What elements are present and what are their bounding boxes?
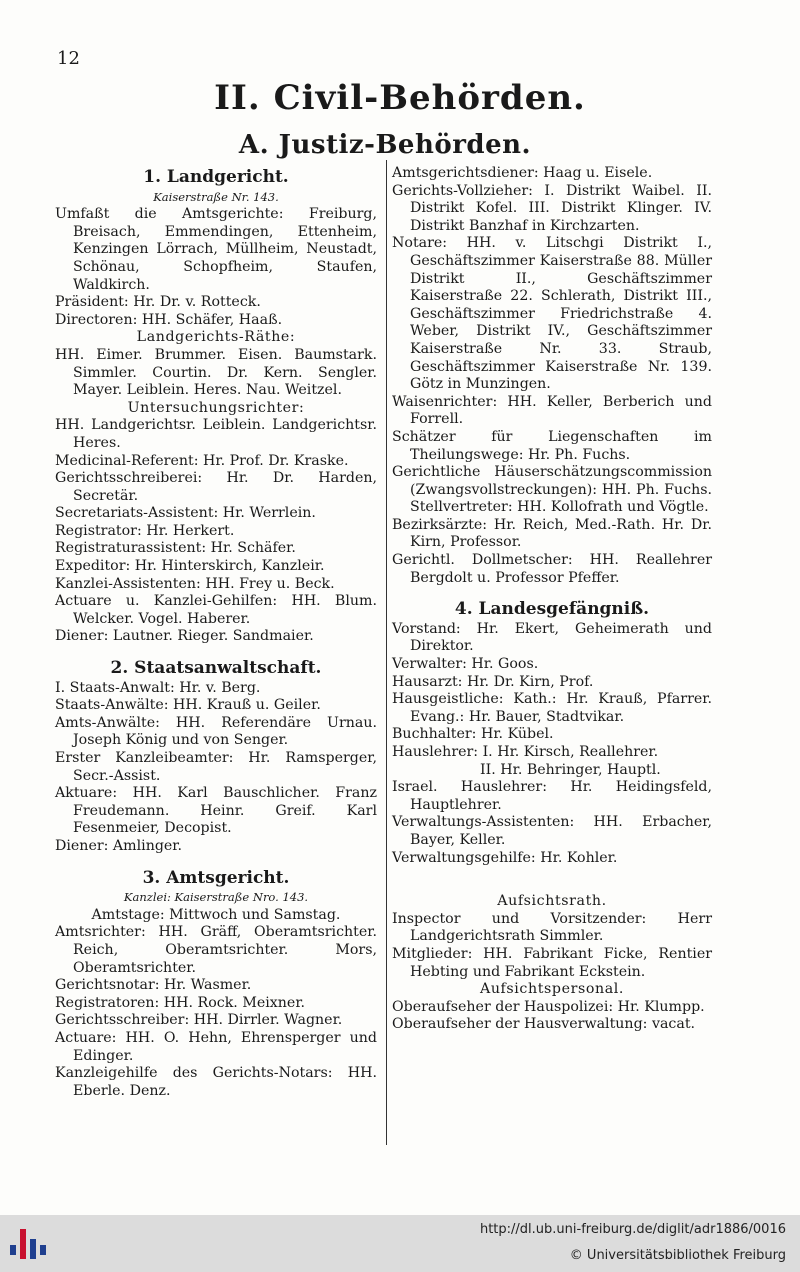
text-line: Amtsrichter: HH. Gräff, Oberamtsrichter. Reich, Oberamtsrichter. Mors, Oberamtsrichter. <box>55 924 377 976</box>
text-line: Verwaltungsgehilfe: Hr. Kohler. <box>392 849 618 866</box>
text-line: Gerichtsschreiber: HH. Dirrler. Wagner. <box>55 1012 343 1029</box>
subheading-aufsichtspersonal: Aufsichtspersonal. <box>479 981 625 998</box>
text-line: Secretariats-Assistent: Hr. Werrlein. <box>55 505 316 522</box>
text-line: I. Staats-Anwalt: Hr. v. Berg. <box>55 679 261 696</box>
right-column <box>392 165 712 1034</box>
text-line: Staats-Anwälte: HH. Krauß u. Geiler. <box>55 697 321 714</box>
page-title: II. Civil-Behörden. <box>214 78 586 118</box>
text-line: Registratoren: HH. Rock. Meixner. <box>55 994 306 1011</box>
text-line: Buchhalter: Hr. Kübel. <box>392 726 554 743</box>
text-line: Umfaßt die Amtsgerichte: Freiburg, Breisach, Emmendingen, Ettenheim, Kenzingen Lörrach, Müllheim, Neustadt, Schönau, Schopfheim, Staufen, Waldkirch. <box>55 206 377 293</box>
text-line: Diener: Lautner. Rieger. Sandmaier. <box>55 628 314 645</box>
text-line: II. Hr. Behringer, Hauptl. <box>480 761 661 778</box>
column-divider <box>386 160 387 1145</box>
text-line: Inspector und Vorsitzender: Herr Landgerichtsrath Simmler. <box>392 910 712 945</box>
heading-landesgefaengnis: 4. Landesgefängniß. <box>454 599 650 620</box>
text-line: Gerichts-Vollzieher: I. Distrikt Waibel. II. Distrikt Kofel. III. Distrikt Klinger. IV. Distrikt Banzhaf in Kirchzarten. <box>392 182 712 234</box>
heading-landgericht: 1. Landgericht. <box>143 167 289 187</box>
heading-staatsanwaltschaft: 2. Staatsanwaltschaft. <box>110 658 322 679</box>
subheading-aufsichtsrath: Aufsichtsrath. <box>497 893 607 910</box>
text-line: Schätzer für Liegenschaften im Theilungswege: Hr. Ph. Fuchs. <box>392 428 712 463</box>
subheading-untersuchung: Untersuchungsrichter: <box>127 399 305 416</box>
address-amtsgericht: Kanzlei: Kaiserstraße Nro. 143. <box>123 890 309 905</box>
text-line: Gerichtliche Häuserschätzungscommission (Zwangsvollstreckungen): HH. Ph. Fuchs. Stellvertreter: HH. Kollofrath und Vögtle. <box>392 464 712 516</box>
text-line: Erster Kanzleibeamter: Hr. Ramsperger, Secr.-Assist. <box>55 750 377 784</box>
text-line: Mitglieder: HH. Fabrikant Ficke, Rentier Hebting und Fabrikant Eckstein. <box>392 945 712 980</box>
text-line: Medicinal-Referent: Hr. Prof. Dr. Kraske. <box>55 452 349 469</box>
footer-bar <box>0 1215 800 1272</box>
text-line: Verwaltungs-Assistenten: HH. Erbacher, Bayer, Keller. <box>392 814 712 848</box>
text-line: Registrator: Hr. Herkert. <box>55 522 235 539</box>
text-line: Kanzlei-Assistenten: HH. Frey u. Beck. <box>55 575 335 592</box>
text-line: Hausgeistliche: Kath.: Hr. Krauß, Pfarrer. Evang.: Hr. Bauer, Stadtvikar. <box>392 691 712 725</box>
text-line: Gerichtsnotar: Hr. Wasmer. <box>55 977 252 994</box>
text-line: Amts-Anwälte: HH. Referendäre Urnau. Joseph König und von Senger. <box>55 714 377 749</box>
text-line: HH. Eimer. Brummer. Eisen. Baumstark. Simmler. Courtin. Dr. Kern. Sengler. Mayer. Leiblein. Heres. Nau. Weitzel. <box>55 346 377 399</box>
text-line: HH. Landgerichtsr. Leiblein. Landgerichtsr. Heres. <box>55 417 377 451</box>
section-title: A. Justiz-Behörden. <box>238 130 532 160</box>
text-line: Oberaufseher der Hauspolizei: Hr. Klumpp. <box>392 998 705 1015</box>
text-line: Actuare u. Kanzlei-Gehilfen: HH. Blum. Welcker. Vogel. Haberer. <box>55 593 377 627</box>
address-landgericht: Kaiserstraße Nr. 143. <box>153 189 279 204</box>
text-line: Verwalter: Hr. Goos. <box>392 656 539 673</box>
footer-copyright: © Universitätsbibliothek Freiburg <box>569 1248 786 1263</box>
amtstage: Amtstage: Mittwoch und Samstag. <box>91 906 341 923</box>
library-logo-icon[interactable] <box>8 1225 52 1265</box>
text-line: Gerichtsschreiberei: Hr. Dr. Harden, Secretär. <box>55 470 377 504</box>
left-column <box>55 165 377 1100</box>
text-line: Vorstand: Hr. Ekert, Geheimerath und Direktor. <box>392 620 712 655</box>
text-line: Israel. Hauslehrer: Hr. Heidingsfeld, Hauptlehrer. <box>392 779 712 813</box>
text-line: Notare: HH. v. Litschgi Distrikt I., Geschäftszimmer Kaiserstraße 88. Müller Distrikt II., Geschäftszimmer Kaiserstraße 22. Schlerath, Distrikt III., Geschäftszimmer Friedrichstraße 4. Weber, Distrikt IV., Geschäftszimmer Kaiserstraße Nr. 33. Straub, Geschäftszimmer Kaiserstraße Nr. 139. Götz in Munzingen. <box>392 235 712 393</box>
heading-amtsgericht: 3. Amtsgericht. <box>142 867 290 888</box>
text-line: Registraturassistent: Hr. Schäfer. <box>55 540 296 557</box>
text-line: Waisenrichter: HH. Keller, Berberich und Forrell. <box>392 393 712 428</box>
text-line: Amtsgerichtsdiener: Haag u. Eisele. <box>392 165 653 181</box>
text-line: Bezirksärzte: Hr. Reich, Med.-Rath. Hr. Dr. Kirn, Professor. <box>392 516 712 551</box>
text-line: Kanzleigehilfe des Gerichts-Notars: HH. Eberle. Denz. <box>55 1065 377 1099</box>
text-line: Diener: Amlinger. <box>55 837 183 854</box>
subheading-raethe: Landgerichts-Räthe: <box>136 329 296 346</box>
text-line: Präsident: Hr. Dr. v. Rotteck. <box>55 294 261 311</box>
text-line: Hauslehrer: I. Hr. Kirsch, Reallehrer. <box>392 744 659 760</box>
text-line: Expeditor: Hr. Hinterskirch, Kanzleir. <box>55 558 325 575</box>
text-line: Gerichtl. Dollmetscher: HH. Reallehrer Bergdolt u. Professor Pfeffer. <box>392 552 712 586</box>
text-line: Directoren: HH. Schäfer, Haaß. <box>55 311 283 328</box>
text-line: Actuare: HH. O. Hehn, Ehrensperger und Edinger. <box>55 1029 377 1064</box>
footer-url-link[interactable]: http://dl.ub.uni-freiburg.de/diglit/adr1886/0016 <box>479 1222 786 1237</box>
page-number: 12 <box>57 48 80 69</box>
text-line: Hausarzt: Hr. Dr. Kirn, Prof. <box>392 673 594 690</box>
text-line: Aktuare: HH. Karl Bauschlicher. Franz Freudemann. Heinr. Greif. Karl Fesenmeier, Decopist. <box>55 785 377 837</box>
text-line: Oberaufseher der Hausverwaltung: vacat. <box>392 1016 696 1033</box>
